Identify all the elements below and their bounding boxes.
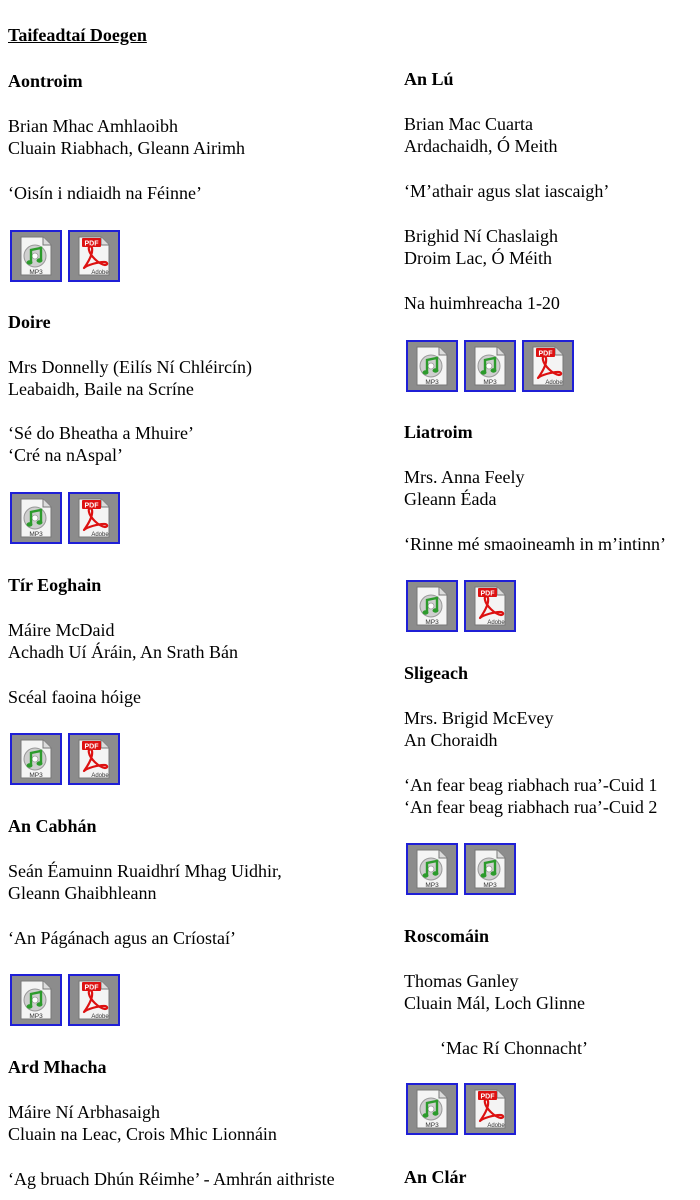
county-heading-aontroim: Aontroim — [8, 71, 83, 91]
svg-text:MP3: MP3 — [29, 269, 43, 276]
mp3-file-icon — [411, 345, 453, 387]
recording-title: Na huimhreacha 1-20 — [404, 293, 560, 313]
mp3-download-button[interactable] — [406, 340, 458, 392]
pdf-download-button[interactable] — [68, 492, 120, 544]
speaker-name: Mrs. Brigid McEvey — [404, 708, 554, 728]
recording-title: ‘Mac Rí Chonnacht’ — [440, 1038, 588, 1058]
svg-text:Adobe: Adobe — [91, 1014, 109, 1020]
mp3-file-icon — [15, 235, 57, 277]
page-title: Taifeadtaí Doegen — [8, 25, 147, 45]
speaker-name: Brighid Ní Chaslaigh — [404, 226, 558, 246]
speaker-place: Achadh Uí Áráin, An Srath Bán — [8, 642, 238, 662]
speaker-name: Mrs. Anna Feely — [404, 467, 525, 487]
svg-text:PDF: PDF — [84, 240, 99, 248]
mp3-download-button[interactable] — [10, 733, 62, 785]
svg-text:Adobe: Adobe — [91, 270, 109, 276]
svg-text:MP3: MP3 — [425, 882, 439, 889]
svg-text:Adobe: Adobe — [487, 620, 505, 626]
speaker-name: Mrs Donnelly (Eilís Ní Chléircín) — [8, 357, 252, 377]
pdf-download-button[interactable] — [464, 1083, 516, 1135]
svg-text:PDF: PDF — [84, 743, 99, 751]
pdf-download-button[interactable] — [522, 340, 574, 392]
mp3-download-button[interactable] — [10, 230, 62, 282]
recording-title: ‘Oisín i ndiaidh na Féinne’ — [8, 183, 202, 203]
pdf-download-button[interactable] — [68, 230, 120, 282]
pdf-download-button[interactable] — [68, 733, 120, 785]
speaker-name: Máire Ní Arbhasaigh — [8, 1102, 160, 1122]
svg-text:Adobe: Adobe — [545, 380, 563, 386]
speaker-name: Thomas Ganley — [404, 971, 519, 991]
pdf-file-icon — [527, 345, 569, 387]
download-icons — [10, 974, 126, 1026]
mp3-file-icon — [469, 345, 511, 387]
pdf-file-icon — [73, 738, 115, 780]
speaker-place: An Choraidh — [404, 730, 498, 750]
mp3-file-icon — [469, 848, 511, 890]
county-heading-doire: Doire — [8, 312, 51, 332]
recording-title: ‘Sé do Bheatha a Mhuire’ — [8, 423, 194, 443]
mp3-download-button[interactable] — [464, 843, 516, 895]
recording-title: ‘Cré na nAspal’ — [8, 445, 123, 465]
mp3-download-button[interactable] — [406, 843, 458, 895]
pdf-file-icon — [73, 235, 115, 277]
mp3-file-icon — [15, 497, 57, 539]
recording-title: ‘An fear beag riabhach rua’-Cuid 1 — [404, 775, 658, 795]
download-icons — [10, 492, 126, 544]
svg-text:PDF: PDF — [480, 1093, 495, 1101]
county-heading-clar: An Clár — [404, 1167, 467, 1187]
speaker-place: Gleann Éada — [404, 489, 497, 509]
pdf-file-icon — [73, 979, 115, 1021]
download-icons — [10, 230, 126, 282]
county-heading-liatroim: Liatroim — [404, 422, 473, 442]
svg-text:Adobe: Adobe — [91, 773, 109, 779]
svg-text:MP3: MP3 — [29, 531, 43, 538]
mp3-file-icon — [411, 848, 453, 890]
pdf-file-icon — [469, 1088, 511, 1130]
svg-text:MP3: MP3 — [29, 1013, 43, 1020]
svg-text:MP3: MP3 — [483, 882, 497, 889]
svg-text:MP3: MP3 — [425, 619, 439, 626]
pdf-file-icon — [469, 585, 511, 627]
speaker-name: Seán Éamuinn Ruaidhrí Mhag Uidhir, — [8, 861, 282, 881]
county-heading-lu: An Lú — [404, 69, 454, 89]
mp3-file-icon — [15, 979, 57, 1021]
svg-text:PDF: PDF — [538, 350, 553, 358]
mp3-file-icon — [411, 585, 453, 627]
county-heading-roscomain: Roscomáin — [404, 926, 489, 946]
pdf-download-button[interactable] — [464, 580, 516, 632]
recording-title: ‘An fear beag riabhach rua’-Cuid 2 — [404, 797, 658, 817]
county-heading-ard-mhacha: Ard Mhacha — [8, 1057, 107, 1077]
pdf-file-icon — [73, 497, 115, 539]
recording-title: ‘Rinne mé smaoineamh in m’intinn’ — [404, 534, 666, 554]
download-icons — [406, 580, 522, 632]
svg-text:Adobe: Adobe — [487, 1123, 505, 1129]
speaker-name: Máire McDaid — [8, 620, 115, 640]
speaker-place: Cluain Riabhach, Gleann Airimh — [8, 138, 245, 158]
download-icons — [406, 1083, 522, 1135]
county-heading-cabhan: An Cabhán — [8, 816, 97, 836]
recording-title: Scéal faoina hóige — [8, 687, 141, 707]
speaker-name: Brian Mac Cuarta — [404, 114, 533, 134]
county-heading-tir-eoghain: Tír Eoghain — [8, 575, 102, 595]
svg-text:MP3: MP3 — [29, 772, 43, 779]
download-icons — [10, 733, 126, 785]
mp3-download-button[interactable] — [406, 1083, 458, 1135]
speaker-place: Leabaidh, Baile na Scríne — [8, 379, 194, 399]
mp3-download-button[interactable] — [406, 580, 458, 632]
recording-title: ‘Ag bruach Dhún Réimhe’ - Amhrán aithriste — [8, 1169, 335, 1189]
speaker-place: Droim Lac, Ó Méith — [404, 248, 552, 268]
mp3-download-button[interactable] — [10, 492, 62, 544]
svg-text:MP3: MP3 — [425, 1122, 439, 1129]
svg-text:MP3: MP3 — [425, 379, 439, 386]
svg-text:MP3: MP3 — [483, 379, 497, 386]
download-icons — [406, 340, 580, 392]
download-icons — [406, 843, 522, 895]
speaker-place: Cluain Mál, Loch Glinne — [404, 993, 585, 1013]
mp3-download-button[interactable] — [10, 974, 62, 1026]
recording-title: ‘M’athair agus slat iascaigh’ — [404, 181, 610, 201]
recording-title: ‘An Págánach agus an Críostaí’ — [8, 928, 236, 948]
mp3-file-icon — [411, 1088, 453, 1130]
mp3-download-button[interactable] — [464, 340, 516, 392]
svg-text:Adobe: Adobe — [91, 532, 109, 538]
county-heading-sligeach: Sligeach — [404, 663, 469, 683]
speaker-place: Ardachaidh, Ó Meith — [404, 136, 558, 156]
speaker-place: Gleann Ghaibhleann — [8, 883, 157, 903]
speaker-place: Cluain na Leac, Crois Mhic Lionnáin — [8, 1124, 277, 1144]
mp3-file-icon — [15, 738, 57, 780]
svg-text:PDF: PDF — [84, 502, 99, 510]
pdf-download-button[interactable] — [68, 974, 120, 1026]
speaker-name: Brian Mhac Amhlaoibh — [8, 116, 178, 136]
svg-text:PDF: PDF — [84, 984, 99, 992]
svg-text:PDF: PDF — [480, 590, 495, 598]
